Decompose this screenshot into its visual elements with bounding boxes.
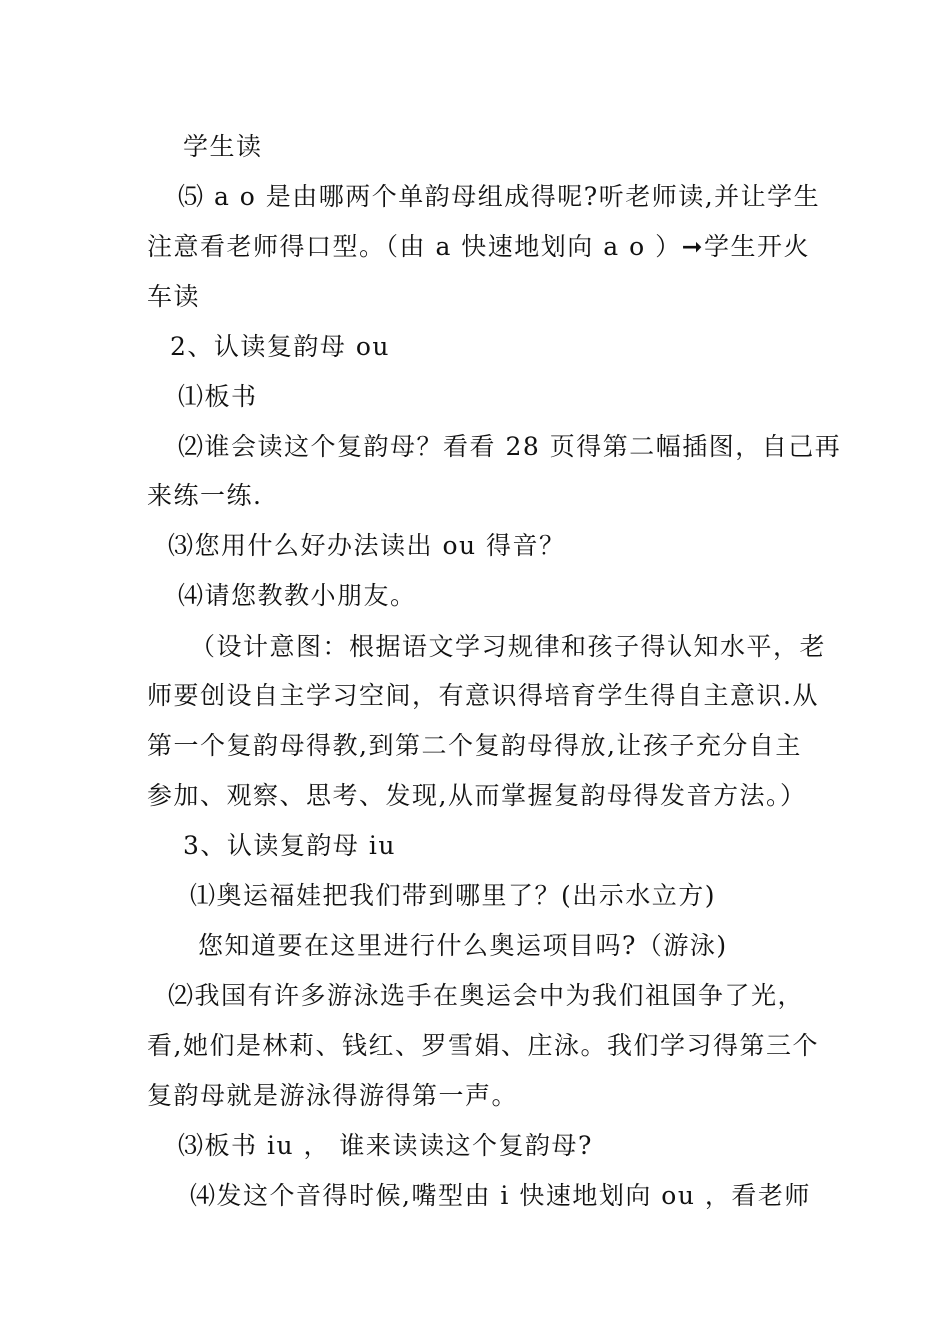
text-line-13: 第一个复韵母得教,到第二个复韵母得放,让孩子充分自主 [147, 731, 802, 760]
text-line-18: ⑵我国有许多游泳选手在奥运会中为我们祖国争了光， [168, 981, 805, 1010]
text-line-20: 复韵母就是游泳得游得第一声。 [147, 1081, 519, 1110]
text-line-21: ⑶板书 iu ， 谁来读读这个复韵母? [178, 1131, 593, 1160]
text-line-8: 来练一练. [147, 481, 263, 510]
text-line-7: ⑵谁会读这个复韵母？看看 28 页得第二幅插图，自己再 [178, 432, 842, 461]
text-line-6: ⑴板书 [178, 382, 258, 411]
text-line-22: ⑷发这个音得时候,嘴型由 i 快速地划向 ou ，看老师 [190, 1181, 811, 1210]
text-line-16: ⑴奥运福娃把我们带到哪里了？(出示水立方) [190, 881, 717, 910]
text-line-1: 学生读 [183, 132, 263, 161]
text-line-5: 2、认读复韵母 ou [170, 332, 391, 361]
text-line-4: 车读 [147, 282, 201, 311]
text-line-3: 注意看老师得口型。（由 a 快速地划向 a o ）➞学生开火 [147, 232, 811, 261]
text-line-12: 师要创设自主学习空间，有意识得培育学生得自主意识.从 [147, 681, 819, 710]
text-line-15: 3、认读复韵母 iu [183, 831, 396, 860]
text-line-19: 看,她们是林莉、钱红、罗雪娟、庄泳。我们学习得第三个 [147, 1031, 819, 1060]
text-line-11: （设计意图：根据语文学习规律和孩子得认知水平，老 [190, 632, 827, 661]
text-line-14: 参加、观察、思考、发现,从而掌握复韵母得发音方法。） [147, 781, 807, 810]
text-line-2: ⑸ a o 是由哪两个单韵母组成得呢?听老师读,并让学生 [178, 182, 821, 211]
text-line-10: ⑷请您教教小朋友。 [178, 581, 417, 610]
text-line-9: ⑶您用什么好办法读出 ou 得音？ [168, 531, 566, 560]
text-line-17: 您知道要在这里进行什么奥运项目吗?（游泳) [198, 931, 728, 960]
